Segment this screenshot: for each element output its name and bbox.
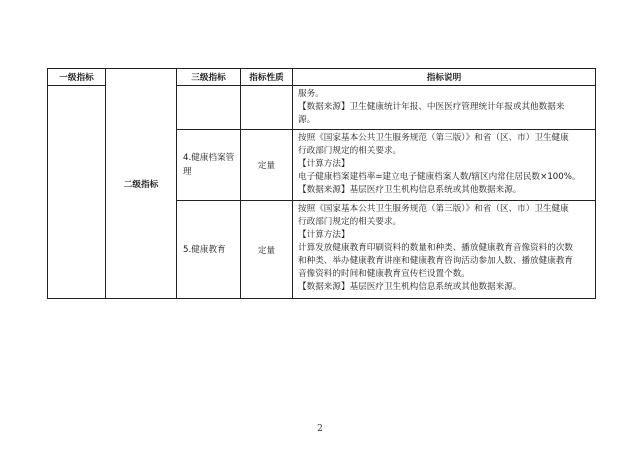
description-line: 源。 (298, 115, 316, 125)
description-line: 【数据来源】基层医疗卫生机构信息系统或其他数据来源。 (298, 282, 522, 292)
description-line: 【计算方法】 (298, 230, 350, 240)
header-level1: 一级指标 (48, 69, 106, 86)
description-line: 【数据来源】卫生健康统计年报、中医医疗管理统计年报或其他数据来 (298, 102, 565, 112)
description-line: 行政部门规定的相关要求。 (298, 217, 402, 227)
page-number: 2 (317, 424, 323, 434)
level3-cell: 4.健康档案管理 (177, 130, 241, 201)
header-property: 指标性质 (241, 69, 293, 86)
description-line: 【计算方法】 (298, 159, 350, 169)
description-line: 行政部门规定的相关要求。 (298, 146, 402, 156)
property-cell: 定量 (241, 201, 293, 299)
header-level3: 三级指标 (177, 69, 241, 86)
description-line: 【数据来源】基层医疗卫生机构信息系统或其他数据来源。 (298, 185, 522, 195)
description-line: 电子健康档案建档率=建立电子健康档案人数/辖区内常住居民数×100%。 (298, 172, 581, 182)
description-line: 按照《国家基本公共卫生服务规范（第三版）》和省（区、市）卫生健康 (298, 204, 569, 214)
table-header-row (48, 69, 596, 86)
description-line: 音像资料的时间和健康教育宣传栏设置个数。 (298, 269, 470, 279)
indicator-table (47, 68, 596, 299)
description-line: 服务。 (298, 89, 324, 99)
level3-cell (177, 86, 241, 130)
description-cell (293, 201, 596, 299)
description-cell (293, 130, 596, 201)
description-line: 按照《国家基本公共卫生服务规范（第三版）》和省（区、市）卫生健康 (298, 133, 569, 143)
header-description: 指标说明 (293, 69, 596, 86)
property-cell (241, 86, 293, 130)
description-line: 计算发放健康教育印刷资料的数量和种类、播放健康教育音像资料的次数 (298, 243, 574, 253)
level1-cell (48, 86, 106, 299)
level2-cell: 二级指标 (106, 69, 177, 299)
property-cell: 定量 (241, 130, 293, 201)
description-line: 和种类、举办健康教育讲座和健康教育咨询活动参加人数、播放健康教育 (298, 256, 574, 266)
level3-cell: 5.健康教育 (177, 201, 241, 299)
description-cell (293, 86, 596, 130)
